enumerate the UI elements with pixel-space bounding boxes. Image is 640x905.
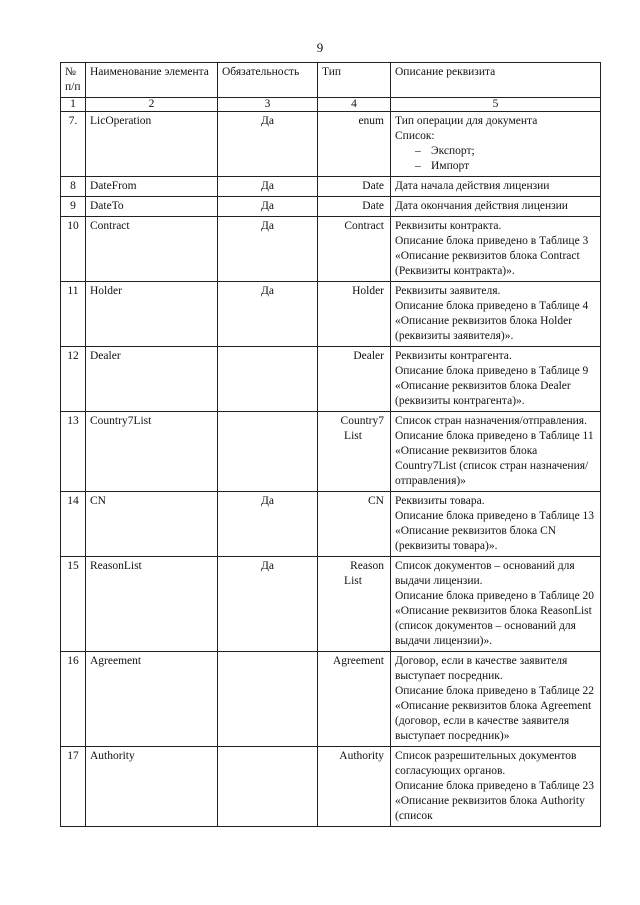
description-text: Договор, если в качестве заявителя выступает посредник.: [395, 655, 568, 682]
table-row: [61, 492, 601, 557]
row-number: 12: [61, 347, 86, 412]
element-description: [391, 347, 601, 412]
page-number: 9: [316, 40, 324, 55]
element-name: Agreement: [86, 652, 218, 747]
description-text: Реквизиты контракта.: [395, 220, 502, 232]
header-name: Наименование элемента: [86, 63, 218, 98]
table-row: [61, 282, 601, 347]
description-text: Реквизиты контрагента.: [395, 350, 512, 362]
element-name: ReasonList: [86, 557, 218, 652]
description-details: Список:: [395, 130, 435, 142]
table-row: [61, 177, 601, 197]
element-name: Contract: [86, 217, 218, 282]
description-details: Описание блока приведено в Таблице 23 «Описание реквизитов блока Authority (список: [395, 780, 595, 822]
description-details: Описание блока приведено в Таблице 22 «Описание реквизитов блока Agreement (договор, если в качестве заявителя выступает посредник)»: [395, 685, 595, 742]
description-details: Описание блока приведено в Таблице 9 «Описание реквизитов блока Dealer (реквизиты контрагента)».: [395, 365, 589, 407]
description-details: Описание блока приведено в Таблице 3 «Описание реквизитов блока Contract (Реквизиты контракта)».: [395, 235, 589, 277]
element-name: Dealer: [86, 347, 218, 412]
element-type: Authority: [318, 747, 391, 827]
element-description: [391, 412, 601, 492]
required-flag: Да: [218, 492, 318, 557]
element-description: [391, 492, 601, 557]
row-number: 7.: [61, 112, 86, 177]
table-row: [61, 347, 601, 412]
element-name: Country7List: [86, 412, 218, 492]
table-row: [61, 747, 601, 827]
row-number: 16: [61, 652, 86, 747]
table-row: [61, 412, 601, 492]
required-flag: Да: [218, 282, 318, 347]
table-row: [61, 197, 601, 217]
element-type: Date: [318, 177, 391, 197]
element-name: CN: [86, 492, 218, 557]
table-row: [61, 112, 601, 177]
row-number: 8: [61, 177, 86, 197]
required-flag: Да: [218, 197, 318, 217]
description-text: Дата окончания действия лицензии: [395, 200, 568, 212]
element-type: Dealer: [318, 347, 391, 412]
description-text: Реквизиты товара.: [395, 495, 485, 507]
element-name: Authority: [86, 747, 218, 827]
row-number: 11: [61, 282, 86, 347]
list-item: – Экспорт;: [395, 144, 596, 159]
element-type: CN: [318, 492, 391, 557]
column-number: 2: [86, 98, 218, 112]
element-description: [391, 557, 601, 652]
list-item: – Импорт: [395, 159, 596, 174]
element-description: [391, 747, 601, 827]
description-text: Тип операции для документа: [395, 115, 538, 127]
element-name: DateTo: [86, 197, 218, 217]
element-type: Contract: [318, 217, 391, 282]
row-number: 17: [61, 747, 86, 827]
element-description: [391, 112, 601, 177]
required-flag: [218, 747, 318, 827]
description-text: Список разрешительных документов согласующих органов.: [395, 750, 577, 777]
row-number: 15: [61, 557, 86, 652]
element-description: [391, 282, 601, 347]
table-row: [61, 557, 601, 652]
element-type: enum: [318, 112, 391, 177]
element-description: [391, 177, 601, 197]
element-type: Holder: [318, 282, 391, 347]
required-flag: Да: [218, 217, 318, 282]
element-type: Reason List: [318, 557, 391, 652]
required-flag: Да: [218, 177, 318, 197]
header-num: № п/п: [61, 63, 86, 98]
description-details: Описание блока приведено в Таблице 20 «Описание реквизитов блока ReasonList (список документов – оснований для выдачи лицензии)».: [395, 590, 595, 647]
element-name: LicOperation: [86, 112, 218, 177]
column-number: 4: [318, 98, 391, 112]
header-type: Тип: [318, 63, 391, 98]
column-number: 1: [61, 98, 86, 112]
element-name: DateFrom: [86, 177, 218, 197]
element-type: Agreement: [318, 652, 391, 747]
column-number: 5: [391, 98, 601, 112]
element-description: [391, 217, 601, 282]
description-text: Список документов – оснований для выдачи лицензии.: [395, 560, 575, 587]
description-text: Дата начала действия лицензии: [395, 180, 550, 192]
element-name: Holder: [86, 282, 218, 347]
required-flag: Да: [218, 557, 318, 652]
required-flag: [218, 347, 318, 412]
element-type: Country7 List: [318, 412, 391, 492]
description-text: Реквизиты заявителя.: [395, 285, 501, 297]
requisites-table: [60, 62, 601, 827]
description-details: Описание блока приведено в Таблице 4 «Описание реквизитов блока Holder (реквизиты заявителя)».: [395, 300, 589, 342]
row-number: 13: [61, 412, 86, 492]
column-number-row: [61, 98, 601, 112]
element-type: Date: [318, 197, 391, 217]
description-details: Описание блока приведено в Таблице 13 «Описание реквизитов блока CN (реквизиты товара)».: [395, 510, 595, 552]
header-description: Описание реквизита: [391, 63, 601, 98]
required-flag: [218, 652, 318, 747]
table-row: [61, 217, 601, 282]
table-row: [61, 652, 601, 747]
required-flag: Да: [218, 112, 318, 177]
element-description: [391, 197, 601, 217]
header-required: Обязательность: [218, 63, 318, 98]
description-details: Описание блока приведено в Таблице 11 «Описание реквизитов блока Country7List (список стран назначения/отправления)»: [395, 430, 594, 487]
table-header-row: [61, 63, 601, 98]
row-number: 10: [61, 217, 86, 282]
description-text: Список стран назначения/отправления.: [395, 415, 587, 427]
row-number: 9: [61, 197, 86, 217]
element-description: [391, 652, 601, 747]
row-number: 14: [61, 492, 86, 557]
column-number: 3: [218, 98, 318, 112]
required-flag: [218, 412, 318, 492]
